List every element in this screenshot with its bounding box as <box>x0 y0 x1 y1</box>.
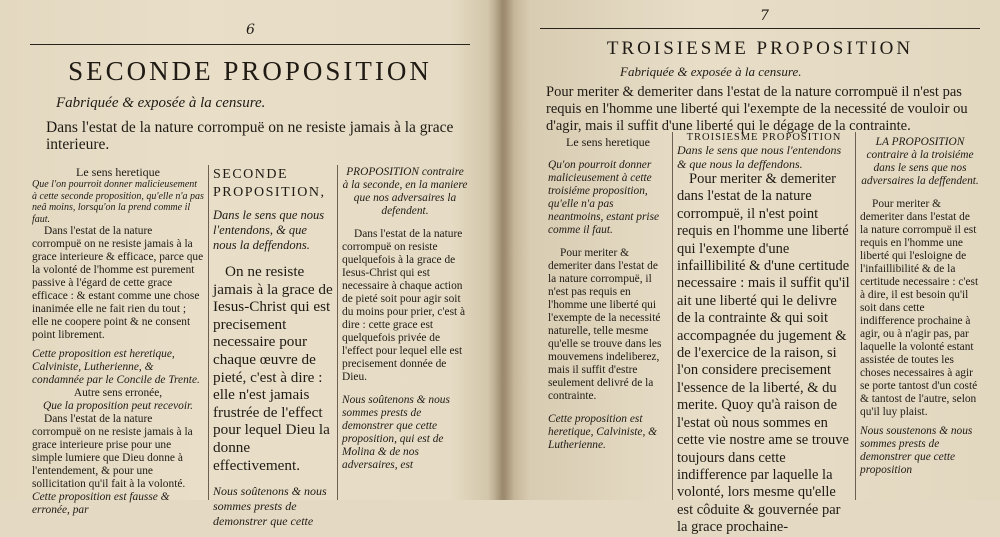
right-col1-verdict: Cette proposition est heretique, Calviniste, & Lutherienne. <box>548 413 658 451</box>
right-col3-heading: LA PROPOSITION contraire à la troisiéme dans le sens que nos adversaires la deffendent. <box>861 136 979 187</box>
left-col1-verdict: Cette proposition est heretique, Calviniste, Lutherienne, & condamnée par le Concile de Trente. <box>32 348 200 386</box>
left-col1-paragraph: Dans l'estat de la nature corrompuë on ne resiste jamais à la grace interieure & efficace, parce que la volonté de l'homme est purement passive à l'égard de cette grace efficace : & estant comme une chose inanimée elle ne fait rien du tout ; elle ne coopere point & ne consent point librement. <box>32 225 204 341</box>
left-subtitle: Fabriquée & exposée à la censure. <box>56 95 266 111</box>
right-col1-heading: Le sens heretique <box>566 135 650 149</box>
right-header-rule <box>540 28 980 29</box>
right-col3-paragraph: Pour meriter & demeriter dans l'estat de la nature corrompuë il est requis en l'homme une liberté qui l'esloigne de l'infaillibilité & de la certitude necessaire : c'est à dire, il est besoin qu'il soit dans cette indifference prochaine à agir, ou à n'agir pas, par laquelle la volonté estant assistée de toutes les choses necessaires à agir se porte tantost d'un costé & tantost de l'autre, selon qu'il luy plaist. <box>860 198 979 418</box>
right-title: TROISIESME PROPOSITION <box>606 38 914 59</box>
left-col1-heading-2: Autre sens erronée, <box>73 387 163 399</box>
left-header-rule <box>30 44 470 45</box>
right-col2-heading: TROISIESME PROPOSITION <box>686 132 842 143</box>
right-page-number: 7 <box>760 8 769 24</box>
left-col3-italic-2: Nous soûtenons & nous sommes prests de demonstrer que cette proposition, qui est de Molina & de nos adversaires, est <box>342 394 450 471</box>
right-column-rule-1 <box>672 132 673 500</box>
right-column-contrary <box>860 136 980 477</box>
left-column-defended <box>213 166 333 529</box>
right-col1-paragraph: Pour meriter & demeriter dans l'estat de la nature corrompuë, il n'est pas requis en l'homme une liberté qui l'exempte de la necessité naturelle, telle mesme qu'elle se trouve dans les mouvemens indeliberez, mais il suffit d'estre seulement delivré de la contrainte. <box>548 247 662 402</box>
right-lead-proposition: Pour meriter & demeriter dans l'estat de la nature corrompuë il n'est pas requis en l'homme une liberté qui l'exempte de la necessité de vouloir ou d'agir, mais il suffit d'une liberté qui le dégage de la contrainte. <box>546 84 968 134</box>
right-subtitle: Fabriquée & exposée à la censure. <box>620 64 802 79</box>
left-col1-italic-2: Que la proposition peut recevoir. <box>42 400 194 412</box>
right-column-defended <box>677 132 851 537</box>
left-col2-italic: Dans le sens que nous l'entendons, & que nous la deffendons. <box>213 208 325 252</box>
left-col1-paragraph-3: Cette proposition est fausse & erronée, par <box>32 491 170 516</box>
left-column-contrary <box>342 166 468 472</box>
left-col2-paragraph: On ne resiste jamais à la grace de Iesus-Christ qui est precisement necessaire pour chaque œuvre de pieté, c'est à dire : elle n'est jamais frustrée de l'effect pour lequel Dieu la donne effectivement. <box>213 263 333 474</box>
left-col3-paragraph: Dans l'estat de la nature corrompuë on resiste quelquefois à la grace de Iesus-Christ qui est necessaire à chaque action de pieté soit pour agir soit du moins pour prier, c'est à dire : cette grace est quelquefois privée de l'effect pour lequel elle est precisement donnée de Dieu. <box>342 228 466 383</box>
book-gutter <box>488 0 514 500</box>
right-col3-italic-2: Nous soustenons & nous sommes prests de demonstrer que cette proposition <box>860 425 973 476</box>
right-col2-paragraph: Pour meriter & demeriter dans l'estat de la nature corrompuë, il n'est point requis en l'homme une liberté qui l'exempte d'une infaillibilité & d'une certitude necessaire : mais il suffit qu'il ait une liberté qui le delivre de la contrainte & qui soit accompagnée du jugement & de l'exercice de la raison, si l'on considere precisement l'essence de la liberté, & du merite. Quoy qu'à raison de l'estat où nous sommes en cette vie nostre ame se trouve toujours dans cette indifference par laquelle la volonté, lors mesme qu'elle est côduite & gouvernée par la grace prochaine- <box>677 171 850 536</box>
left-column-heretical <box>32 166 204 517</box>
left-column-rule-1 <box>208 165 209 500</box>
left-col1-heading: Le sens heretique <box>76 165 160 179</box>
right-col2-italic: Dans le sens que nous l'entendons & que nous la deffendons. <box>677 143 842 171</box>
left-col3-heading: PROPOSITION contraire à la seconde, en la maniere que nos adversaires la defendent. <box>342 166 468 217</box>
left-title: SECONDE PROPOSITION <box>68 56 432 86</box>
right-column-rule-2 <box>855 132 856 500</box>
left-col1-paragraph-2: Dans l'estat de la nature corrompuë on ne resiste jamais à la grace interieure prise pour une simple lumiere que Dieu donne à l'entendement, & pour une sollicitation qu'il fait à la volonté. <box>32 413 193 490</box>
left-col2-heading: SECONDE PROPOSITION, <box>213 167 326 200</box>
right-col1-italic-intro: Qu'on pourroit donner malicieusement à cette troisiéme proposition, qu'elle n'a pas neantmoins, estant prise comme il faut. <box>548 159 660 236</box>
left-col2-italic-2: Nous soûtenons & nous sommes prests de demonstrer que cette <box>213 484 327 529</box>
left-page-number: 6 <box>246 22 255 38</box>
left-lead-proposition: Dans l'estat de la nature corrompuë on ne resiste jamais à la grace interieure. <box>46 119 454 153</box>
left-column-rule-2 <box>337 165 338 500</box>
right-column-heretical <box>548 136 668 452</box>
left-col1-italic-intro: Que l'on pourroit donner malicieusement à cette seconde proposition, qu'elle n'a pas neâ moins, lorsqu'on la prend comme il faut. <box>32 179 204 225</box>
